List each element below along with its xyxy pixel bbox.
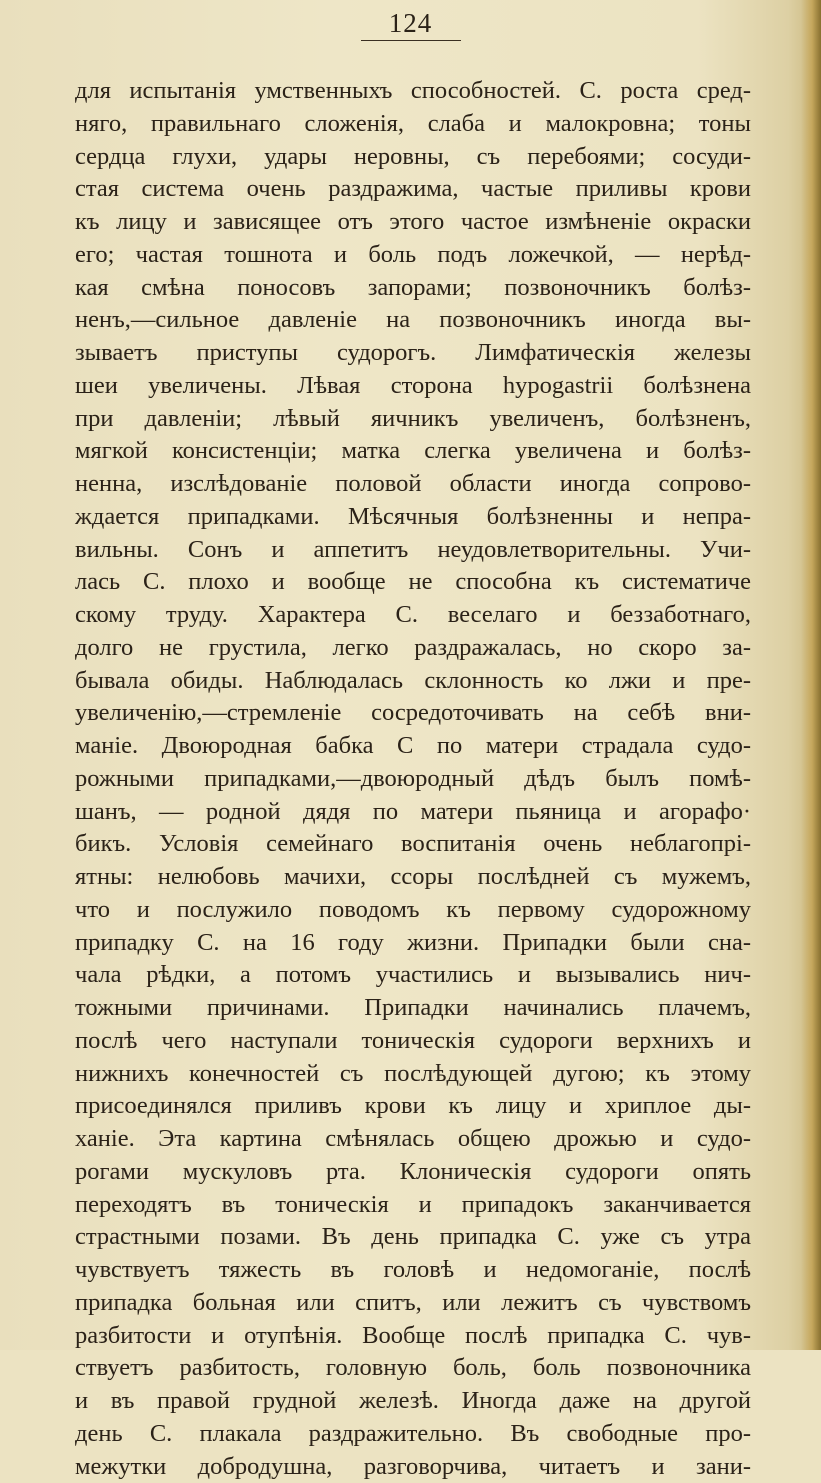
text-line: чувствуетъ тяжесть въ головѣ и недомоганіе, послѣ xyxy=(75,1254,751,1287)
text-line: припадка больная или спитъ, или лежитъ съ чувствомъ xyxy=(75,1287,751,1320)
page-number: 124 xyxy=(389,8,433,38)
page-header xyxy=(0,8,821,38)
text-line: и въ правой грудной железѣ. Иногда даже на другой xyxy=(75,1385,751,1418)
text-line: рогами мускуловъ рта. Клоническія судороги опять xyxy=(75,1156,751,1189)
text-line: скому труду. Характера С. веселаго и беззаботнаго, xyxy=(75,599,751,632)
text-line: послѣ чего наступали тоническія судороги верхнихъ и xyxy=(75,1025,751,1058)
text-line: зываетъ приступы судорогъ. Лимфатическія железы xyxy=(75,337,751,370)
text-line: маніе. Двоюродная бабка С по матери страдала судо- xyxy=(75,730,751,763)
text-line: переходятъ въ тоническія и припадокъ заканчивается xyxy=(75,1189,751,1222)
text-line: стая система очень раздражима, частые приливы крови xyxy=(75,173,751,206)
text-line: для испытанія умственныхъ способностей. С. роста сред- xyxy=(75,75,751,108)
text-line: чала рѣдки, а потомъ участились и вызывались нич- xyxy=(75,959,751,992)
text-line: припадку С. на 16 году жизни. Припадки были сна- xyxy=(75,927,751,960)
text-line: страстными позами. Въ день припадка С. уже съ утра xyxy=(75,1221,751,1254)
text-line: ненъ,—сильное давленіе на позвоночникъ иногда вы- xyxy=(75,304,751,337)
body-text xyxy=(75,75,751,1483)
text-line: ятны: нелюбовь мачихи, ссоры послѣдней съ мужемъ, xyxy=(75,861,751,894)
text-line: нижнихъ конечностей съ послѣдующей дугою; къ этому xyxy=(75,1058,751,1091)
text-line: шеи увеличены. Лѣвая сторона hypogastrii болѣзнена xyxy=(75,370,751,403)
text-line: что и послужило поводомъ къ первому судорожному xyxy=(75,894,751,927)
text-line: бывала обиды. Наблюдалась склонность ко лжи и пре- xyxy=(75,665,751,698)
text-line: ханіе. Эта картина смѣнялась общею дрожью и судо- xyxy=(75,1123,751,1156)
text-line: рожными припадками,—двоюродный дѣдъ былъ помѣ- xyxy=(75,763,751,796)
text-line: при давленіи; лѣвый яичникъ увеличенъ, болѣзненъ, xyxy=(75,403,751,436)
text-line: сердца глухи, удары неровны, съ перебоями; сосуди- xyxy=(75,141,751,174)
text-line: увеличенію,—стремленіе сосредоточивать на себѣ вни- xyxy=(75,697,751,730)
text-line: мягкой консистенціи; матка слегка увеличена и болѣз- xyxy=(75,435,751,468)
text-line: шанъ, — родной дядя по матери пьяница и агорафо· xyxy=(75,796,751,829)
text-line: долго не грустила, легко раздражалась, но скоро за- xyxy=(75,632,751,665)
text-line: присоединялся приливъ крови къ лицу и хриплое ды- xyxy=(75,1090,751,1123)
text-line: межутки добродушна, разговорчива, читаетъ и зани- xyxy=(75,1451,751,1483)
text-line: бикъ. Условія семейнаго воспитанія очень неблагопрі- xyxy=(75,828,751,861)
text-line: ненна, изслѣдованіе половой области иногда сопрово- xyxy=(75,468,751,501)
text-line: няго, правильнаго сложенія, слаба и малокровна; тоны xyxy=(75,108,751,141)
text-line: разбитости и отупѣнія. Вообще послѣ припадка С. чув- xyxy=(75,1320,751,1353)
text-line: кая смѣна поносовъ запорами; позвоночникъ болѣз- xyxy=(75,272,751,305)
page-edge xyxy=(801,0,821,1350)
text-line: его; частая тошнота и боль подъ ложечкой, — нерѣд- xyxy=(75,239,751,272)
text-line: ствуетъ разбитость, головную боль, боль позвоночника xyxy=(75,1352,751,1385)
text-line: тожными причинами. Припадки начинались плачемъ, xyxy=(75,992,751,1025)
header-rule xyxy=(361,40,461,41)
text-line: къ лицу и зависящее отъ этого частое измѣненіе окраски xyxy=(75,206,751,239)
text-line: лась С. плохо и вообще не способна къ систематиче xyxy=(75,566,751,599)
text-line: вильны. Сонъ и аппетитъ неудовлетворительны. Учи- xyxy=(75,534,751,567)
text-line: ждается припадками. Мѣсячныя болѣзненны и непра- xyxy=(75,501,751,534)
text-line: день С. плакала раздражительно. Въ свободные про- xyxy=(75,1418,751,1451)
